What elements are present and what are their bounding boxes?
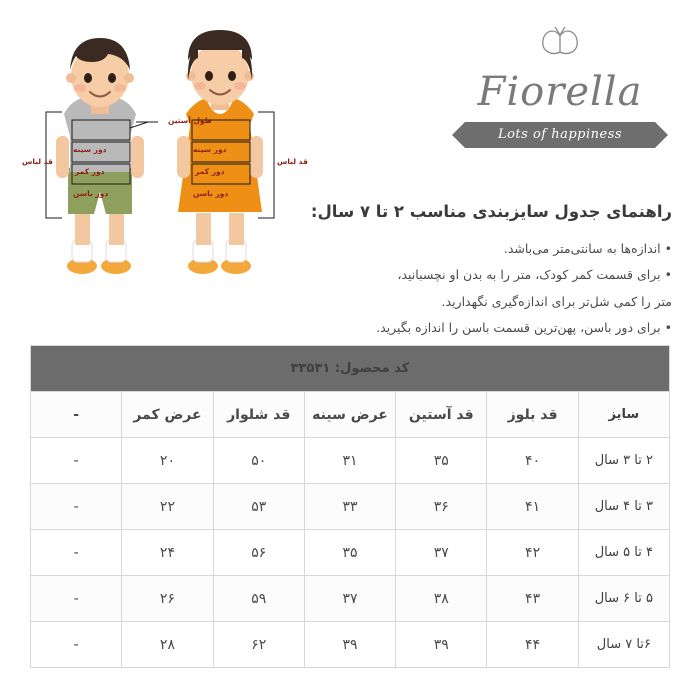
header-size: سایز	[578, 392, 669, 438]
cell-sleeve-length: ۳۶	[396, 484, 487, 530]
size-table-wrap	[30, 345, 670, 668]
guide-block	[272, 200, 672, 342]
cell-blouse-length: ۴۲	[487, 530, 578, 576]
guide-notes	[272, 237, 672, 341]
cell-pants-length: ۵۹	[213, 576, 304, 622]
guide-note: • برای دور باسن، پهن‌ترین قسمت باسن را اندازه بگیرید.	[376, 319, 672, 335]
guide-note: متر را کمی شل‌تر برای اندازه‌گیری نگهدارید.	[441, 293, 672, 309]
cell-sleeve-length: ۳۵	[396, 438, 487, 484]
label-hip-girl: دور باسن	[193, 189, 229, 198]
label-waist-boy: دور کمر	[75, 167, 105, 176]
cell-extra: -	[31, 484, 122, 530]
cell-size: ۶تا ۷ سال	[578, 622, 669, 668]
cell-waist-width: ۲۸	[122, 622, 213, 668]
cell-chest-width: ۳۵	[304, 530, 395, 576]
cell-sleeve-length: ۳۹	[396, 622, 487, 668]
cell-chest-width: ۳۱	[304, 438, 395, 484]
cell-chest-width: ۳۷	[304, 576, 395, 622]
header-sleeve-length: قد آستین	[396, 392, 487, 438]
cell-sleeve-length: ۳۷	[396, 530, 487, 576]
product-code-row	[31, 346, 670, 392]
cell-blouse-length: ۴۰	[487, 438, 578, 484]
brand-name: Fiorella	[477, 69, 643, 115]
illustration-area	[0, 0, 700, 340]
guide-title: راهنمای جدول سایزبندی مناسب ۲ تا ۷ سال:	[310, 202, 672, 221]
butterfly-icon	[537, 22, 583, 62]
cell-blouse-length: ۴۳	[487, 576, 578, 622]
cell-chest-width: ۳۹	[304, 622, 395, 668]
header-waist-width: عرض کمر	[122, 392, 213, 438]
brand-tagline: Lots of happiness	[465, 122, 655, 148]
cell-blouse-length: ۴۱	[487, 484, 578, 530]
size-table	[30, 345, 670, 668]
label-waist-girl: دور کمر	[195, 167, 225, 176]
cell-waist-width: ۲۰	[122, 438, 213, 484]
cell-size: ۴ تا ۵ سال	[578, 530, 669, 576]
cell-chest-width: ۳۳	[304, 484, 395, 530]
cell-pants-length: ۵۳	[213, 484, 304, 530]
children-illustration	[20, 8, 310, 308]
cell-waist-width: ۲۶	[122, 576, 213, 622]
cell-pants-length: ۵۶	[213, 530, 304, 576]
guide-note: • اندازه‌ها به سانتی‌متر می‌باشد.	[503, 240, 672, 256]
table-row	[31, 576, 670, 622]
label-sleeve-length: طول آستین	[168, 116, 212, 125]
header-extra: -	[31, 392, 122, 438]
label-hip-boy: دور باسن	[73, 189, 109, 198]
boy-figure	[56, 38, 144, 274]
cell-size: ۳ تا ۴ سال	[578, 484, 669, 530]
header-chest-width: عرض سینه	[304, 392, 395, 438]
cell-extra: -	[31, 438, 122, 484]
cell-size: ۵ تا ۶ سال	[578, 576, 669, 622]
cell-size: ۲ تا ۳ سال	[578, 438, 669, 484]
label-chest-boy: دور سینه	[73, 145, 107, 154]
label-garment-length-left: قد لباس	[22, 157, 53, 166]
header-blouse-length: قد بلوز	[487, 392, 578, 438]
cell-extra: -	[31, 622, 122, 668]
cell-pants-length: ۵۰	[213, 438, 304, 484]
cell-waist-width: ۲۲	[122, 484, 213, 530]
cell-extra: -	[31, 576, 122, 622]
label-chest-girl: دور سینه	[193, 145, 227, 154]
cell-waist-width: ۲۴	[122, 530, 213, 576]
table-row	[31, 530, 670, 576]
cell-blouse-length: ۴۴	[487, 622, 578, 668]
table-row	[31, 438, 670, 484]
cell-pants-length: ۶۲	[213, 622, 304, 668]
guide-note: • برای قسمت کمر کودک، متر را به بدن او نچسبانید،	[397, 267, 672, 283]
table-header-row	[31, 392, 670, 438]
table-row	[31, 622, 670, 668]
product-code-cell: کد محصول: ۳۳۵۳۱	[31, 346, 670, 392]
table-row	[31, 484, 670, 530]
cell-extra: -	[31, 530, 122, 576]
cell-sleeve-length: ۳۸	[396, 576, 487, 622]
label-garment-length-right: قد لباس	[277, 157, 308, 166]
brand-logo	[460, 22, 660, 148]
header-pants-length: قد شلوار	[213, 392, 304, 438]
